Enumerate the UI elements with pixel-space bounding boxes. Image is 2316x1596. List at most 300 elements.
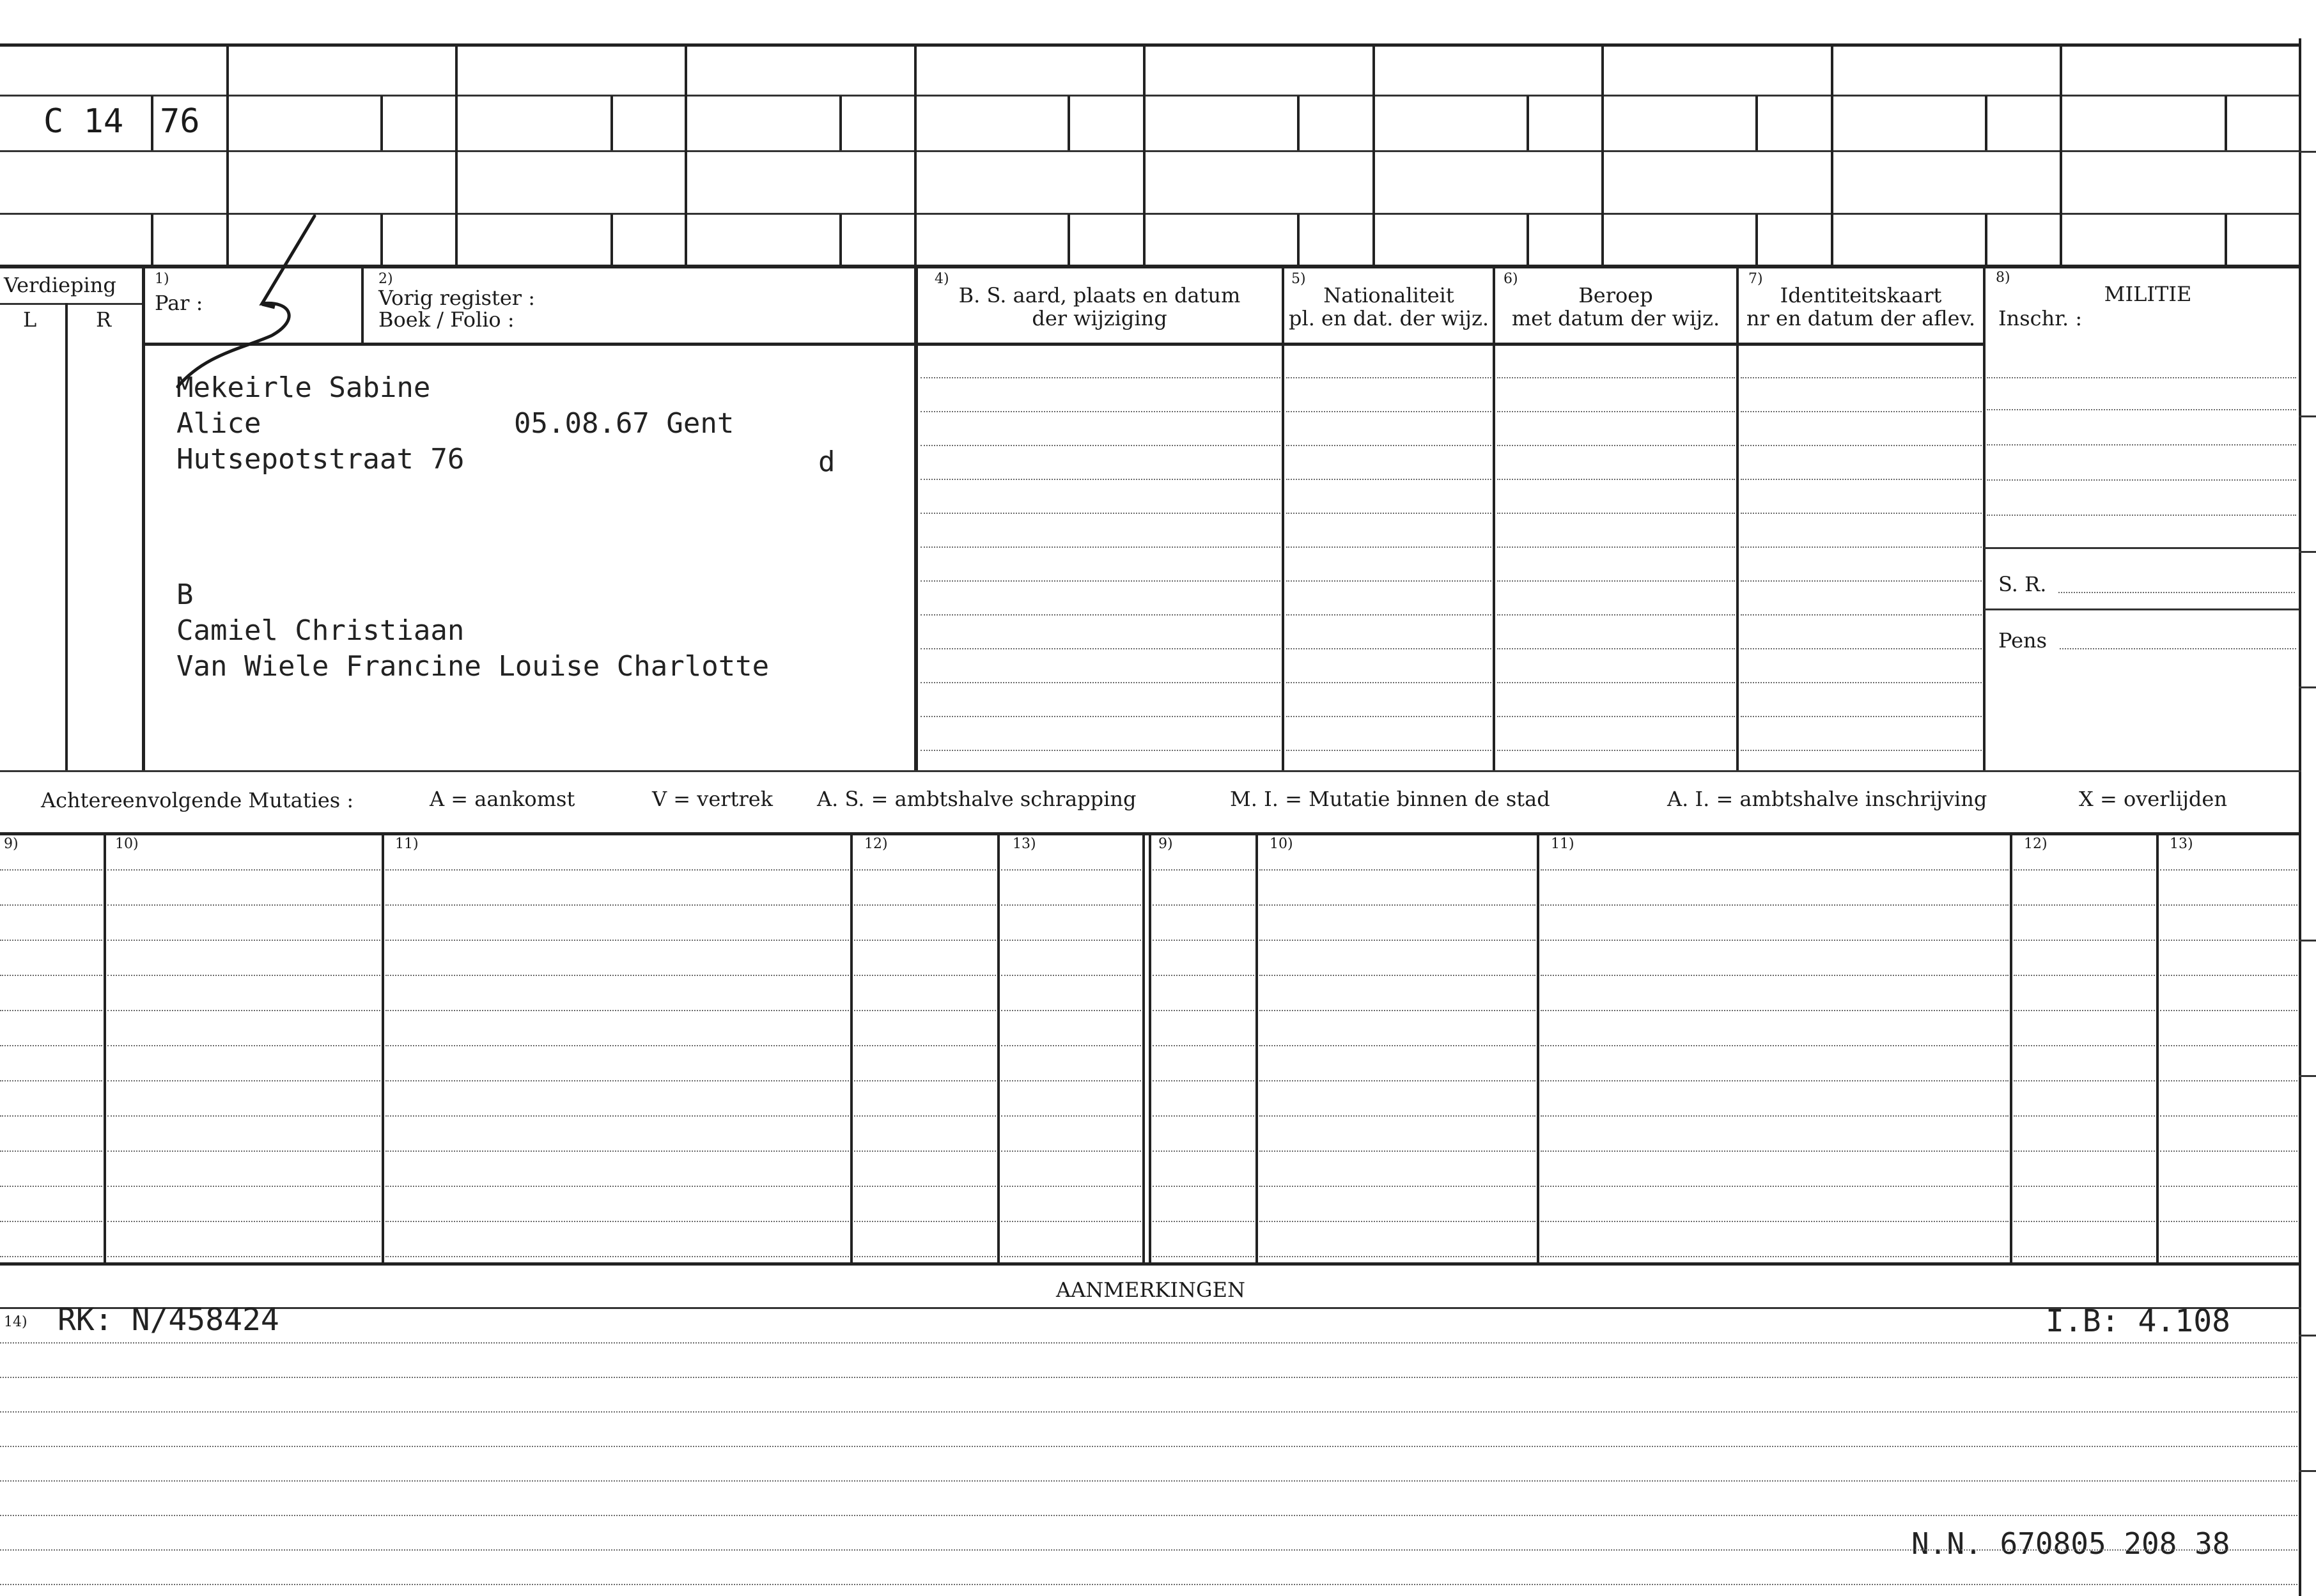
dotted-rule — [1259, 1010, 1535, 1011]
dotted-rule — [1001, 1256, 1141, 1257]
dotted-rule — [1497, 648, 1735, 649]
dotted-rule — [1153, 1151, 1254, 1152]
top-grid-col — [914, 43, 917, 266]
dotted-rule — [1286, 546, 1491, 548]
dotted-rule — [854, 940, 996, 941]
dotted-rule — [1153, 975, 1254, 976]
mut-col-divider-double — [1142, 833, 1145, 1263]
top-grid-col — [1372, 43, 1375, 266]
dotted-rule — [1741, 614, 1982, 616]
dotted-rule — [921, 614, 1280, 616]
mut-col-number: 12) — [2024, 836, 2048, 852]
top-grid-right-border — [2299, 38, 2301, 1596]
dotted-rule — [1001, 1010, 1141, 1011]
dotted-rule — [2014, 904, 2155, 906]
top-grid-tick — [151, 96, 153, 150]
dotted-rule — [385, 975, 849, 976]
dotted-rule — [1497, 479, 1735, 480]
dotted-rule — [854, 869, 996, 871]
person-mother: Van Wiele Francine Louise Charlotte — [176, 650, 770, 683]
dotted-rule — [1286, 648, 1491, 649]
dotted-rule — [1153, 904, 1254, 906]
col-l-label: L — [23, 307, 37, 332]
militie-label: MILITIE — [2104, 282, 2192, 306]
field-number: 5) — [1291, 271, 1306, 287]
dotted-rule — [385, 1045, 849, 1046]
top-grid-col — [2060, 43, 2062, 266]
dotted-rule — [854, 1045, 996, 1046]
mut-col-number: 9) — [1158, 836, 1173, 852]
boek-folio-label: Boek / Folio : — [378, 307, 515, 332]
dotted-rule — [2160, 869, 2297, 871]
mutaties-as: A. S. = ambtshalve schrapping — [817, 787, 1137, 811]
dotted-rule — [854, 975, 996, 976]
dotted-rule — [2014, 1115, 2155, 1117]
dotted-rule — [385, 904, 849, 906]
dotted-rule — [0, 1549, 2297, 1551]
field-number: 6) — [1504, 271, 1518, 287]
dotted-rule — [1286, 614, 1491, 616]
dotted-rule — [1541, 1151, 2009, 1152]
dotted-rule — [1987, 409, 2296, 410]
dotted-rule — [0, 1342, 2297, 1344]
dotted-rule — [921, 445, 1280, 446]
dotted-rule — [1497, 411, 1735, 412]
pen-mark — [166, 211, 332, 396]
dotted-rule — [0, 1411, 2297, 1413]
dotted-rule — [0, 1256, 102, 1257]
dotted-rule — [1286, 513, 1491, 514]
dotted-rule — [1001, 1115, 1141, 1117]
inschr-label: Inschr. : — [1998, 306, 2083, 330]
militie-divider — [1984, 547, 2299, 549]
margin-tick — [2299, 686, 2316, 688]
dotted-rule — [1541, 904, 2009, 906]
top-grid-tick — [1068, 214, 1070, 265]
beroep-header-line2: met datum der wijz. — [1511, 306, 1720, 330]
top-grid-col — [685, 43, 687, 266]
top-grid-tick — [2225, 96, 2227, 150]
dotted-rule — [2160, 1151, 2297, 1152]
mut-col-number: 11) — [395, 836, 419, 852]
dotted-rule — [107, 1010, 380, 1011]
col-divider-par — [361, 267, 364, 343]
dotted-rule — [1153, 869, 1254, 871]
dotted-rule — [2014, 1221, 2155, 1222]
dotted-rule — [1741, 546, 1982, 548]
dotted-rule — [1741, 648, 1982, 649]
dotted-rule — [1497, 580, 1735, 582]
dotted-rule — [1541, 1045, 2009, 1046]
dotted-rule — [2014, 1186, 2155, 1187]
mutaties-v: V = vertrek — [652, 787, 773, 811]
margin-tick — [2299, 415, 2316, 417]
mut-col-number: 9) — [4, 836, 19, 852]
dotted-rule — [0, 1480, 2297, 1482]
dotted-rule — [1497, 377, 1735, 378]
dotted-rule — [1987, 479, 2296, 481]
top-grid-line-3 — [0, 213, 2301, 215]
dotted-rule — [1286, 750, 1491, 751]
dotted-rule — [921, 411, 1280, 412]
dotted-rule — [1001, 1151, 1141, 1152]
ref-code: C 14 — [43, 102, 124, 141]
dotted-rule — [1286, 682, 1491, 683]
dotted-rule — [0, 1186, 102, 1187]
dotted-rule — [1259, 1151, 1535, 1152]
mut-col-divider — [2010, 833, 2012, 1263]
top-grid-tick — [839, 214, 842, 265]
field-number: 8) — [1996, 270, 2010, 286]
mut-col-number: 11) — [1551, 836, 1574, 852]
dotted-rule — [1541, 1080, 2009, 1081]
dotted-rule — [921, 750, 1280, 751]
dotted-rule — [0, 1115, 102, 1117]
dotted-rule — [2160, 1045, 2297, 1046]
dotted-rule — [385, 869, 849, 871]
dotted-rule — [1741, 716, 1982, 717]
person-name: Mekeirle Sabine — [176, 371, 431, 404]
dotted-rule — [1153, 1010, 1254, 1011]
top-border — [0, 43, 2301, 47]
top-grid-tick — [1755, 96, 1758, 150]
dotted-rule — [1259, 869, 1535, 871]
dotted-rule — [921, 377, 1280, 378]
dotted-rule — [0, 1010, 102, 1011]
dotted-rule — [0, 1080, 102, 1081]
margin-tick — [2299, 1470, 2316, 1472]
bs-header-line2: der wijziging — [1032, 306, 1167, 330]
header-divider — [0, 303, 144, 305]
dotted-rule — [1987, 515, 2296, 516]
dotted-rule — [2014, 1045, 2155, 1046]
dotted-rule — [1541, 1186, 2009, 1187]
dotted-rule — [0, 904, 102, 906]
dotted-rule — [854, 1010, 996, 1011]
dotted-rule — [921, 513, 1280, 514]
col-divider-bs — [914, 267, 918, 771]
dotted-rule — [385, 1256, 849, 1257]
col-divider-l-r — [65, 303, 68, 771]
bs-header-line1: B. S. aard, plaats en datum — [958, 283, 1241, 307]
dotted-rule — [921, 682, 1280, 683]
nat-header-line2: pl. en dat. der wijz. — [1288, 306, 1489, 330]
mut-col-number: 13) — [1013, 836, 1036, 852]
dotted-rule — [1286, 716, 1491, 717]
nat-header-line1: Nationaliteit — [1323, 283, 1454, 307]
dotted-rule — [2160, 975, 2297, 976]
dotted-rule — [1541, 940, 2009, 941]
dotted-rule — [1541, 1010, 2009, 1011]
dotted-rule — [2014, 975, 2155, 976]
mut-col-divider-double — [1149, 833, 1151, 1263]
dotted-rule — [921, 479, 1280, 480]
dotted-rule — [107, 1045, 380, 1046]
mutaties-a: A = aankomst — [430, 787, 575, 811]
dotted-rule — [107, 1080, 380, 1081]
dotted-rule — [1153, 1115, 1254, 1117]
mutaties-ai: A. I. = ambtshalve inschrijving — [1667, 787, 1987, 811]
dotted-rule — [107, 1151, 380, 1152]
top-grid-col — [1831, 43, 1833, 266]
dotted-rule — [1001, 869, 1141, 871]
dotted-rule — [2014, 1151, 2155, 1152]
top-grid-line-1 — [0, 95, 2301, 97]
dotted-rule — [0, 1515, 2297, 1516]
dotted-rule — [1259, 1045, 1535, 1046]
top-grid-tick — [2225, 214, 2227, 265]
dotted-rule — [1497, 614, 1735, 616]
dotted-rule — [1541, 869, 2009, 871]
person-marker: d — [818, 445, 835, 478]
dotted-rule — [1286, 479, 1491, 480]
dotted-rule — [1259, 1115, 1535, 1117]
top-grid-tick — [1755, 214, 1758, 265]
dotted-rule — [1497, 716, 1735, 717]
dotted-rule — [2160, 904, 2297, 906]
top-grid-tick — [151, 214, 153, 265]
mut-col-divider — [850, 833, 853, 1263]
field-number: 1) — [155, 271, 169, 287]
pens-label: Pens — [1998, 628, 2048, 653]
dotted-rule — [107, 869, 380, 871]
dotted-rule — [854, 904, 996, 906]
dotted-rule — [107, 1186, 380, 1187]
dotted-rule — [1497, 750, 1735, 751]
dotted-rule — [2160, 1221, 2297, 1222]
dotted-rule — [0, 940, 102, 941]
col-divider-verdieping — [142, 267, 145, 771]
mut-col-divider — [382, 833, 384, 1263]
pens-dotted-line — [2060, 648, 2296, 649]
person-address: Hutsepotstraat 76 — [176, 443, 465, 476]
dotted-rule — [1541, 1221, 2009, 1222]
dotted-rule — [385, 1115, 849, 1117]
dotted-rule — [921, 648, 1280, 649]
dotted-rule — [1741, 513, 1982, 514]
col-divider-militie — [1983, 267, 1986, 771]
id-header-line1: Identiteitskaart — [1780, 283, 1942, 307]
dotted-rule — [1741, 580, 1982, 582]
dotted-rule — [1001, 975, 1141, 976]
dotted-rule — [0, 869, 102, 871]
dotted-rule — [2014, 1010, 2155, 1011]
dotted-rule — [1741, 377, 1982, 378]
aanmerkingen-line — [0, 1307, 2301, 1309]
top-grid-tick — [610, 96, 613, 150]
dotted-rule — [1497, 546, 1735, 548]
aanmerkingen-title: AANMERKINGEN — [1056, 1278, 1245, 1302]
par-label: Par : — [155, 291, 203, 315]
dotted-rule — [1259, 1256, 1535, 1257]
sr-dotted-line — [2058, 592, 2295, 593]
dotted-rule — [385, 1010, 849, 1011]
top-grid-tick — [1527, 96, 1529, 150]
dotted-rule — [854, 1256, 996, 1257]
dotted-rule — [385, 1151, 849, 1152]
person-first-name: Alice — [176, 407, 261, 440]
dotted-rule — [2014, 940, 2155, 941]
col-divider-nat — [1282, 267, 1284, 771]
dotted-rule — [107, 940, 380, 941]
dotted-rule — [1741, 479, 1982, 480]
top-grid-tick — [1985, 214, 1987, 265]
mut-col-number: 10) — [115, 836, 139, 852]
dotted-rule — [1259, 904, 1535, 906]
margin-tick — [2299, 1335, 2316, 1336]
mutaties-title: Achtereenvolgende Mutaties : — [41, 788, 354, 812]
verdieping-label: Verdieping — [4, 273, 116, 297]
dotted-rule — [1259, 940, 1535, 941]
dotted-rule — [385, 940, 849, 941]
dotted-rule — [2160, 1256, 2297, 1257]
dotted-rule — [854, 1186, 996, 1187]
dotted-rule — [2160, 1010, 2297, 1011]
dotted-rule — [854, 1221, 996, 1222]
dotted-rule — [0, 1446, 2297, 1447]
nn-number: N.N. 670805 208 38 — [1911, 1526, 2230, 1561]
mut-col-divider — [104, 833, 106, 1263]
ib-number: I.B: 4.108 — [2046, 1303, 2230, 1339]
dotted-rule — [1001, 904, 1141, 906]
mut-col-number: 13) — [2170, 836, 2193, 852]
field-number: 14) — [4, 1314, 27, 1330]
dotted-rule — [1987, 444, 2296, 445]
top-grid-tick — [1068, 96, 1070, 150]
mut-col-divider — [1255, 833, 1258, 1263]
dotted-rule — [1153, 1186, 1254, 1187]
dotted-rule — [385, 1186, 849, 1187]
beroep-header-line1: Beroep — [1578, 283, 1653, 307]
dotted-rule — [1153, 1080, 1254, 1081]
dotted-rule — [1001, 940, 1141, 941]
dotted-rule — [1001, 1045, 1141, 1046]
mutaties-x: X = overlijden — [2079, 787, 2227, 811]
top-grid-tick — [1297, 214, 1300, 265]
dotted-rule — [0, 1377, 2297, 1378]
dotted-rule — [1541, 975, 2009, 976]
top-grid-tick — [1297, 96, 1300, 150]
dotted-rule — [107, 1256, 380, 1257]
rk-number: RK: N/458424 — [58, 1302, 279, 1338]
militie-divider — [1984, 608, 2299, 610]
dotted-rule — [1541, 1115, 2009, 1117]
dotted-rule — [1286, 580, 1491, 582]
top-grid-col — [1601, 43, 1604, 266]
margin-tick — [2299, 940, 2316, 941]
top-grid-line-2 — [0, 150, 2301, 152]
dotted-rule — [1259, 1080, 1535, 1081]
top-grid-tick — [1985, 96, 1987, 150]
dotted-rule — [107, 904, 380, 906]
dotted-rule — [1153, 1221, 1254, 1222]
header-bottom-border — [144, 343, 1985, 346]
dotted-rule — [1001, 1221, 1141, 1222]
vorig-register-label: Vorig register : — [378, 286, 536, 310]
dotted-rule — [0, 1584, 2297, 1585]
dotted-rule — [1286, 377, 1491, 378]
top-grid-col — [1143, 43, 1146, 266]
dotted-rule — [0, 1045, 102, 1046]
sr-label: S. R. — [1998, 572, 2047, 596]
dotted-rule — [107, 1115, 380, 1117]
person-birth: 05.08.67 Gent — [514, 407, 734, 440]
dotted-rule — [921, 580, 1280, 582]
dotted-rule — [1497, 445, 1735, 446]
mut-col-number: 10) — [1270, 836, 1293, 852]
top-grid-tick — [1527, 214, 1529, 265]
top-grid-tick — [610, 214, 613, 265]
dotted-rule — [1153, 1045, 1254, 1046]
col-divider-id — [1736, 267, 1739, 771]
dotted-rule — [1153, 1256, 1254, 1257]
dotted-rule — [1286, 411, 1491, 412]
dotted-rule — [1741, 682, 1982, 683]
dotted-rule — [1001, 1080, 1141, 1081]
ref-number: 76 — [160, 102, 200, 141]
dotted-rule — [921, 716, 1280, 717]
dotted-rule — [1259, 1186, 1535, 1187]
dotted-rule — [854, 1151, 996, 1152]
dotted-rule — [1741, 411, 1982, 412]
mutaties-top-line — [0, 770, 2301, 772]
top-grid-tick — [839, 96, 842, 150]
dotted-rule — [1001, 1186, 1141, 1187]
dotted-rule — [1286, 445, 1491, 446]
top-grid-tick — [380, 96, 383, 150]
dotted-rule — [0, 1221, 102, 1222]
dotted-rule — [107, 1221, 380, 1222]
col-divider-beroep — [1493, 267, 1495, 771]
dotted-rule — [2160, 1115, 2297, 1117]
dotted-rule — [1541, 1256, 2009, 1257]
dotted-rule — [2160, 1186, 2297, 1187]
margin-tick — [2299, 551, 2316, 553]
dotted-rule — [921, 546, 1280, 548]
dotted-rule — [854, 1115, 996, 1117]
dotted-rule — [2014, 1256, 2155, 1257]
field-number: 7) — [1748, 271, 1763, 287]
dotted-rule — [1259, 1221, 1535, 1222]
margin-tick — [2299, 151, 2316, 153]
mut-col-divider — [2156, 833, 2159, 1263]
dotted-rule — [0, 1151, 102, 1152]
col-r-label: R — [96, 307, 112, 332]
field-number: 4) — [935, 271, 949, 287]
field-number: 2) — [378, 271, 393, 287]
margin-tick — [2299, 1075, 2316, 1077]
id-header-line2: nr en datum der aflev. — [1746, 306, 1976, 330]
dotted-rule — [2014, 869, 2155, 871]
dotted-rule — [1497, 513, 1735, 514]
top-grid-tick — [380, 214, 383, 265]
dotted-rule — [2160, 1080, 2297, 1081]
dotted-rule — [385, 1221, 849, 1222]
mut-col-divider — [997, 833, 1000, 1263]
dotted-rule — [1741, 445, 1982, 446]
person-father: Camiel Christiaan — [176, 614, 465, 647]
dotted-rule — [1741, 750, 1982, 751]
dotted-rule — [0, 975, 102, 976]
dotted-rule — [385, 1080, 849, 1081]
dotted-rule — [107, 975, 380, 976]
dotted-rule — [1987, 377, 2296, 378]
mut-col-number: 12) — [864, 836, 888, 852]
dotted-rule — [2014, 1080, 2155, 1081]
top-grid-col — [455, 43, 458, 266]
mutaties-mi: M. I. = Mutatie binnen de stad — [1230, 787, 1550, 811]
mut-col-divider — [1537, 833, 1539, 1263]
